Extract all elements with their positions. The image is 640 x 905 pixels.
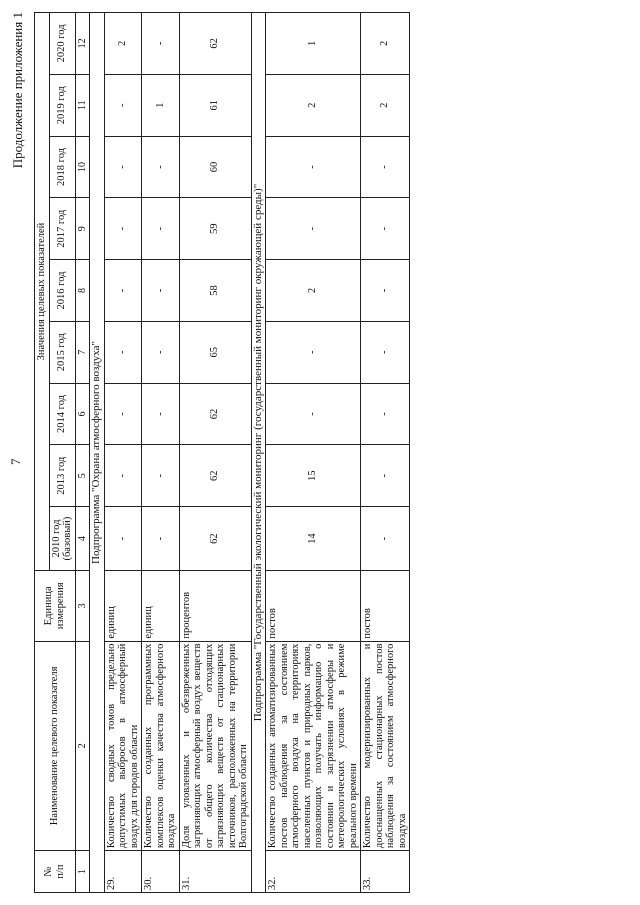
row-value: - — [104, 321, 142, 383]
row-value: 14 — [266, 507, 361, 571]
header-values-group: Значения целевых показателей — [35, 13, 50, 571]
row-value: - — [104, 198, 142, 260]
row-indicator-name: Количество сводных томов предельно допустимых выбросов в атмосферный воздух для городов области — [104, 641, 142, 851]
row-value: - — [142, 136, 180, 198]
col-number: 10 — [75, 136, 90, 198]
subprogram-title: Подпрограмма "Охрана атмосферного воздуха" — [90, 13, 105, 893]
subprogram-row — [90, 13, 105, 893]
table-row — [104, 13, 142, 893]
header-year: 2013 год — [49, 445, 75, 507]
col-number: 5 — [75, 445, 90, 507]
row-value: - — [142, 507, 180, 571]
row-value: - — [142, 445, 180, 507]
row-value: 61 — [179, 74, 251, 136]
row-unit: процентов — [179, 571, 251, 642]
subprogram-row — [251, 13, 266, 893]
row-indicator-name: Доля уловленных и обезвреженных загрязняющих атмосферный воздух веществ от общего количества отходящих загрязняющих веществ от стационарных источников, расположенных на территории Волгоградской области — [179, 641, 251, 851]
row-value: 2 — [361, 13, 410, 75]
header-year: 2014 год — [49, 383, 75, 445]
col-number: 9 — [75, 198, 90, 260]
row-unit: единиц — [104, 571, 142, 642]
col-number: 3 — [75, 571, 90, 642]
row-value: - — [104, 74, 142, 136]
row-value: - — [361, 198, 410, 260]
row-number: 33. — [361, 851, 410, 893]
row-value: - — [361, 383, 410, 445]
indicators-table — [34, 12, 410, 893]
row-value: 59 — [179, 198, 251, 260]
row-number: 30. — [142, 851, 180, 893]
row-value: - — [266, 383, 361, 445]
table-row — [361, 13, 410, 893]
col-number: 6 — [75, 383, 90, 445]
row-value: - — [104, 445, 142, 507]
header-year: 2015 год — [49, 321, 75, 383]
col-number: 4 — [75, 507, 90, 571]
row-number: 32. — [266, 851, 361, 893]
row-number: 29. — [104, 851, 142, 893]
column-number-row — [75, 13, 90, 893]
col-number: 12 — [75, 13, 90, 75]
row-value: 62 — [179, 13, 251, 75]
header-num: № п/п — [35, 851, 76, 893]
row-indicator-name: Количество созданных автоматизированных постов наблюдения за состоянием атмосферного воздуха на территориях населенных пунктов и природных парков, позволяющих получать информацию о состоянии и загрязнении атмосферы и метеорологических условиях в режиме реального времени — [266, 641, 361, 851]
appendix-note: Продолжение приложения 1 — [10, 12, 25, 169]
row-value: 2 — [361, 74, 410, 136]
col-number: 1 — [75, 851, 90, 893]
header-unit: Единица измерения — [35, 571, 76, 642]
col-number: 7 — [75, 321, 90, 383]
row-value: 2 — [266, 260, 361, 322]
header-year: 2017 год — [49, 198, 75, 260]
row-value: - — [104, 136, 142, 198]
page-number: 7 — [8, 458, 23, 465]
col-number: 11 — [75, 74, 90, 136]
subprogram-title: Подпрограмма "Государственный экологический мониторинг (государственный мониторинг окружающей среды)" — [251, 13, 266, 893]
row-value: 1 — [142, 74, 180, 136]
row-value: - — [142, 13, 180, 75]
table-row — [266, 13, 361, 893]
row-value: - — [104, 260, 142, 322]
col-number: 2 — [75, 641, 90, 851]
row-value: 1 — [266, 13, 361, 75]
row-value: - — [104, 507, 142, 571]
row-value: 2 — [266, 74, 361, 136]
row-value: - — [142, 260, 180, 322]
row-unit: постов — [266, 571, 361, 642]
row-value: - — [361, 445, 410, 507]
row-unit: постов — [361, 571, 410, 642]
row-value: - — [104, 383, 142, 445]
row-value: - — [142, 198, 180, 260]
row-value: - — [361, 136, 410, 198]
row-value: - — [266, 321, 361, 383]
row-unit: единиц — [142, 571, 180, 642]
row-value: 62 — [179, 383, 251, 445]
header-year: 2016 год — [49, 260, 75, 322]
row-value: - — [266, 198, 361, 260]
row-indicator-name: Количество созданных программных комплексов оценки качества атмосферного воздуха — [142, 641, 180, 851]
header-year: 2020 год — [49, 13, 75, 75]
row-value: - — [361, 260, 410, 322]
row-indicator-name: Количество модернизированных и дооснащенных стационарных постов наблюдения за состоянием атмосферного воздуха — [361, 641, 410, 851]
col-number: 8 — [75, 260, 90, 322]
header-year: 2010 год (базовый) — [49, 507, 75, 571]
header-year: 2019 год — [49, 74, 75, 136]
row-value: 62 — [179, 445, 251, 507]
header-year: 2018 год — [49, 136, 75, 198]
row-value: - — [142, 321, 180, 383]
row-value: 60 — [179, 136, 251, 198]
row-value: 2 — [104, 13, 142, 75]
row-value: 65 — [179, 321, 251, 383]
row-value: 15 — [266, 445, 361, 507]
header-row-1 — [35, 13, 50, 893]
row-value: - — [266, 136, 361, 198]
row-value: - — [361, 321, 410, 383]
row-value: - — [361, 507, 410, 571]
row-value: 62 — [179, 507, 251, 571]
table-row — [142, 13, 180, 893]
row-value: 58 — [179, 260, 251, 322]
header-name: Наименование целевого показателя — [35, 641, 76, 851]
row-number: 31. — [179, 851, 251, 893]
row-value: - — [142, 383, 180, 445]
table-row — [179, 13, 251, 893]
